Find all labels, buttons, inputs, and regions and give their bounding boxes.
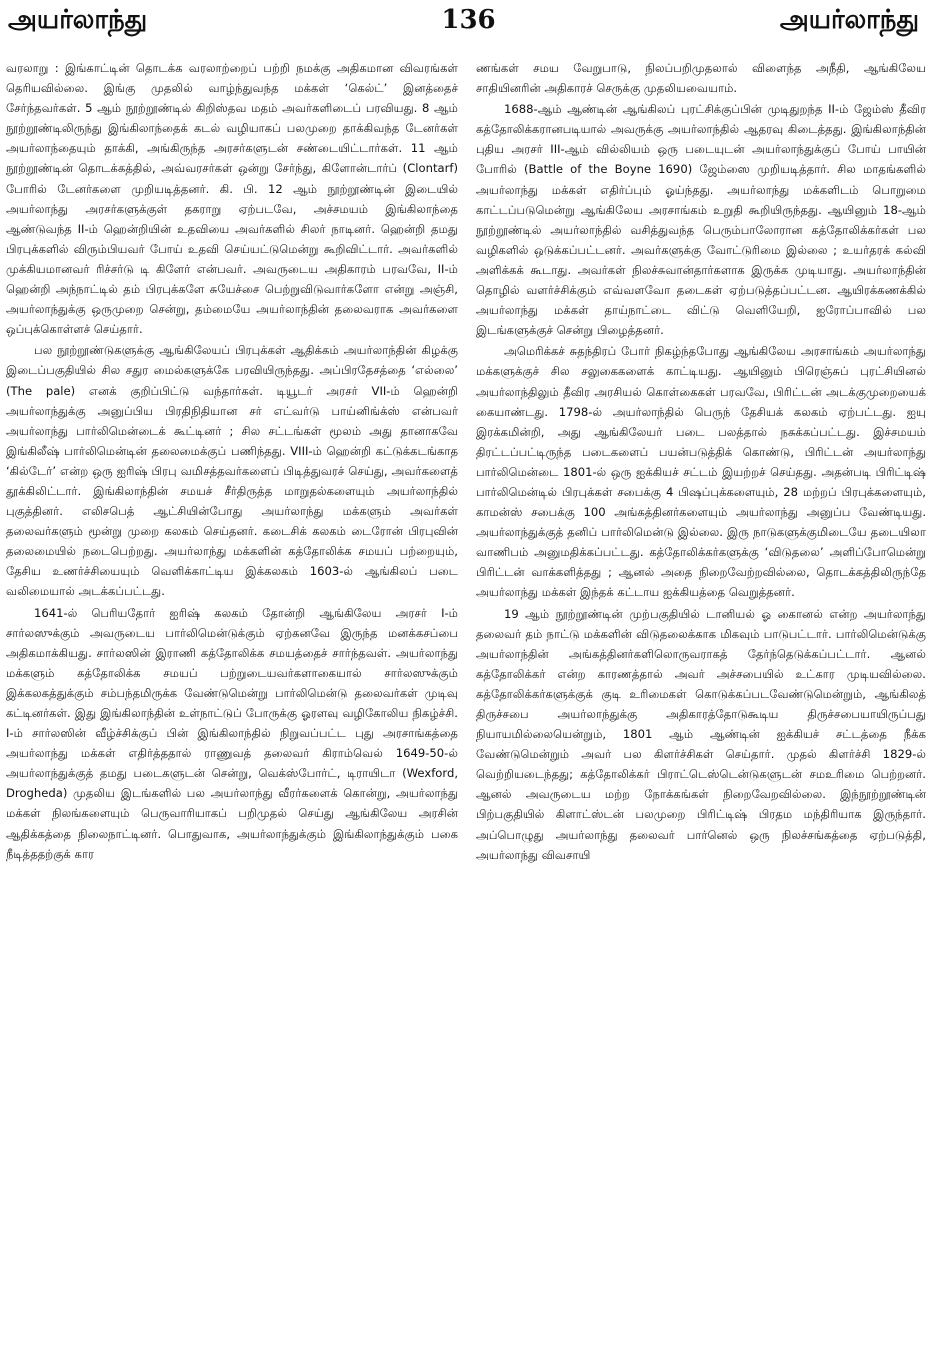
page-number: 136: [441, 5, 496, 35]
paragraph-history-intro: வரலாறு : இங்காட்டின் தொடக்க வரலாற்றைப் பற்றி நமக்கு அதிகமான விவரங்கள் தெரியவில்லை. இங்கு முதலில் வாழ்ந்துவந்த மக்கள் ‘கெல்ட்’ இனத்தைச் சேர்ந்தவர்கள். 5 ஆம் நூற்றூண்டில் கிறிஸ்தவ மதம் அவர்களிடைப் பரவியது. 8 ஆம் நூற்றூண்டிலிருந்து இங்கிலாந்தைக் கடல் வழியாகப் பலமுறை தாக்கிவந்த டேனர்கள் அயர்லாந்தையும் தாக்கி, அங்கிருந்த அரசர்களுடன் சண்டையிட்டார்கள். 11 ஆம் நூற்றூண்டின் தொடக்கத்தில், அவ்வரசர்கள் ஒன்று சேர்ந்து, கிளோன்டார்ப் (Clontarf) போரில் டேனர்களை முறியடித்தனர். கி. பி. 12 ஆம் நூற்றூண்டின் இடையில் அயர்லாந்து அரசர்களுக்குள் தகராறு ஏற்படவே, அச்சமயம் இங்கிலாந்தை ஆண்டுவந்த II-ம் ஹென்றியின் உதவியை அவர்களில் சிலர் நாடினர். ஹென்றி தமது பிரபுக்களில் விரும்பியவர் போய் உதவி செய்யட்டுமென்று கூறிவிட்டார். அவர்களில் முக்கியமானவர் ரிச்சர்டு டி கிளேர் என்பவர். அவருடைய அதிகாரம் பரவவே, II-ம் ஹென்றி அந்நாட்டில் தம் பிரபுக்களே சுயேச்சை பெற்றுவிடுவார்களோ என்று அஞ்சி, அயர்லாந்துக்கு ஒருமுறை சென்று, தம்மையே அயர்லாந்தின் தலைவராக அவர்களை ஒப்புக்கொள்ளச் செய்தார்.: [6, 61, 458, 337]
running-head-right: அயர்லாந்து: [779, 5, 919, 35]
paragraph-1688-revolution: 1688-ஆம் ஆண்டின் ஆங்கிலப் புரட்சிக்குப்பின் முடிதுறந்த II-ம் ஜேம்ஸ் தீவிர கத்தோலிக்கரானபடியால் அவருக்கு அயர்லாந்தில் ஆதரவு கிடைத்தது. இங்கிலாந்தின் புதிய அரசர் III-ஆம் வில்லியம் ஒரு படையுடன் அயர்லாந்துக்குப் போய் பாயின் போரில் (Battle of the Boyne 1690) ஜேம்ஸை முறியடித்தார். சில மாதங்களில் அயர்லாந்து மக்கள் எதிர்ப்பும் ஓய்ந்தது. அயர்லாந்து மக்களிடம் பொறுமை காட்டப்படுமென்று ஆங்கிலேய அரசாங்கம் உறுதி கூறியிருந்தது. ஆயினும் 18-ஆம் நூற்றூண்டில் அயர்லாந்தில் வசித்துவந்த பெரும்பாலோரான கத்தோலிக்கர்கள் பல வழிகளில் ஒடுக்கப்பட்டனர். அவர்களுக்கு வோட்டுரிமை இல்லை ; உயர்தரக் கல்வி அளிக்கக் கூடாது. அவர்கள் நிலச்சுவான்தார்களாக இருக்க முடியாது. அயர்லாந்தின் தொழில் வளர்ச்சிக்கும் எவ்வளவோ தடைகள் ஏற்படுத்தப்பட்டன. ஆயிரக்கணக்கில் அயர்லாந்து மக்கள் தாய்நாட்டை விட்டு வெளியேறி, ஐரோப்பாவில் பல இடங்களுக்குச் சென்று பிழைத்தனர்.: [476, 102, 926, 338]
paragraph-19th-century: 19 ஆம் நூற்றூண்டின் முற்பகுதியில் டானியல் ஓ காைனல் என்ற அயர்லாந்து தலைவர் தம் நாட்டு மக்களின் விடுதலைக்காக மிகவும் பாடுபட்டார். பார்லிமென்டுக்கு அயர்லாந்தின் அங்கத்தினர்களிலொருவராகத் தேர்ந்தெடுக்கப்பட்டார். ஆனல் கத்தோலிக்கர் என்ற காரணத்தால் அவர் அச்சபையில் உட்கார முடியவில்லை. கத்தோலிக்கர்களுக்குக் குடி உரிமைகள் கொடுக்கப்படவேண்டுமென்றும், ஆங்கிலத் திருச்சபை அயர்லாந்துக்கு அதிகாரத்தோடுகூடிய திருச்சபையாயிருப்பது நியாயமில்லையென்றும், 1801 ஆம் ஆண்டின் ஐக்கியச் சட்டத்தை நீக்க வேண்டுமென்றும் அவர் பல கிளர்ச்சிகள் செய்தார். முதல் கிளர்ச்சி 1829-ல் வெற்றியடைந்தது; கத்தோலிக்கர் பிராட்டெஸ்டென்டுகளுடன் சமஉரிமை பெற்றனர். ஆனல் அவருடைய மற்ற நோக்கங்கள் நிறைவேறவில்லை. இந்நூற்றூண்டின் பிற்பகுதியில் கிளாட்ஸ்டன் பலமுறை பிரிட்டிஷ் பிரதம மந்திரியாக இருந்தார். அப்பொழுது அயர்லாந்து தலைவர் பார்னெல் ஒரு நிலச்சங்கத்தை ஏற்படுத்தி, அயர்லாந்து விவசாயி: [476, 606, 926, 862]
paragraph-1641-revolt: 1641-ல் பெரியதோர் ஐரிஷ் கலகம் தோன்றி ஆங்கிலேய அரசர் I-ம் சார்லஸுக்கும் அவருடைய பார்லிமென்டுக்கும் ஏற்கனவே இருந்த மனக்கசப்பை அதிகமாக்கியது. சார்லஸின் இராணி கத்தோலிக்க சமயத்தைச் சார்ந்தவள். அயர்லாந்து மக்களும் கத்தோலிக்க சமயப் பற்றுடையவர்களாகையால் சார்லஸுக்கும் இக்கலகத்துக்கும் சம்பந்தமிருக்க வேண்டுமென்று பார்லிமென்டு தலைவர்கள் முடிவு கட்டினர்கள். இது இங்கிலாந்தின் உள்நாட்டுப் போருக்கு ஓரளவு வழிகோலிய நிகழ்ச்சி. I-ம் சார்லஸின் வீழ்ச்சிக்குப் பின் இங்கிலாந்தில் நிறுவப்பட்ட புது அரசாங்கத்தை அயர்லாந்து மக்கள் எதிர்த்ததால் ராணுவத் தலைவர் கிராம்வெல் 1649-50-ல் அயர்லாந்துக்குத் தமது படைகளுடன் சென்று, வெக்ஸ்போர்ட், டிராயிடா (Wexford, Drogheda) முதலிய இடங்களில் பல அயர்லாந்து வீரர்களைக் கொன்று, அயர்லாந்து மக்கள் நிலங்களையும் பெருவாரியாகப் பறிமுதல் செய்து ஆங்கிலேய அரசின் ஆதிக்கத்தை நிலைநாட்டினர். பொதுவாக, அயர்லாந்துக்கும் இங்கிலாந்துக்கும் பகை நீடித்ததற்குக் கார: [6, 605, 458, 861]
paragraph-continuation: ணங்கள் சமய வேறுபாடு, நிலப்பறிமுதலால் விளைந்த அநீதி, ஆங்கிலேய சாதியினரின் அதிகாரச் செருக்கு முதலியவையாம்.: [476, 61, 926, 96]
paragraph-english-lords: பல நூற்றூண்டுகளுக்கு ஆங்கிலேயப் பிரபுக்கள் ஆதிக்கம் அயர்லாந்தின் கிழக்கு இடைப்பகுதியில் சில சதுர மைல்களுக்கே பரவியிருந்தது. அப்பிரதேசத்தை ‘எல்லை’ (The pale) எனக் குறிப்பிட்டு வந்தார்கள். டியூடர் அரசர் VII-ம் ஹென்றி அயர்லாந்துக்கு அனுப்பிய பிரதிநிதியான சர் எட்வர்டு பாய்னிங்க்ஸ் என்பவர் அயர்லாந்து பார்லிமென்டைக் கூட்டினர் ; சில சட்டங்கள் மூலம் அது தானாகவே இங்கிலீஷ் பார்லிமென்டின் தலைமைக்குப் பணிந்தது. VIII-ம் ஹென்றி கட்டுக்கடங்காத ‘கில்டேர்’ என்ற ஒரு ஐரிஷ் பிரபு வமிசத்தவர்களைப் பிடித்துவரச் செய்து, அவர்களைத் தூக்கிலிட்டார். இங்கிலாந்தின் சமயச் சீர்திருத்த மாறுதல்களையும் அயர்லாந்தில் புகுத்தினர். எலிசபெத் ஆட்சியின்போது அயர்லாந்து மக்களும் அவர்கள் தலைவர்களும் மூன்று முறை கலகம் செய்தனர். கடைசிக் கலகம் டைரோன் பிரபுவின் தலைமையில் நடைபெற்றது. அயர்லாந்து மக்களின் கத்தோலிக்க சமயப் பற்றையும், தேசிய உணர்ச்சியையும் வெளிக்காட்டிய இக்கலகம் 1603-ல் ஆங்கிலப் படை வலிமையால் அடக்கப்பட்டது.: [6, 343, 458, 599]
left-column: [6, 58, 458, 865]
page-header: [0, 0, 937, 40]
running-head-left: அயர்லாந்து: [8, 5, 148, 35]
right-column: [476, 58, 926, 866]
paragraph-american-war: அமெரிக்கச் சுதந்திரப் போர் நிகழ்ந்தபோது ஆங்கிலேய அரசாங்கம் அயர்லாந்து மக்களுக்குச் சில சலுகைகளைக் காட்டியது. ஆயினும் பிரெஞ்சுப் புரட்சியினல் அயர்லாந்திலும் தீவிர அரசியல் கொள்கைகள் பரவவே, பிரிட்டன் அடக்குமுறையைக் கையாண்டது. 1798-ல் அயர்லாந்தில் பெருந் தேசியக் கலகம் ஏற்பட்டது. ஐயு இரக்கமின்றி, அது ஆங்கிலேயர் படை பலத்தால் நசுக்கப்பட்டது. இச்சமயம் திரட்டப்பட்டிருந்த படைகளைப் பயன்படுத்திக் கொண்டு, பிரிட்டன் அயர்லாந்து பார்லிமென்டை 1801-ல் ஒரு ஐக்கியச் சட்டம் இயற்றச் செய்தது. அதன்படி பிரிட்டிஷ் பார்லிமென்டில் பிரபுக்கள் சபைக்கு 4 பிஷப்புக்களையும், 28 மற்றப் பிரபுக்களையும், காமன்ஸ் சபைக்கு 100 அங்கத்தினர்களையும் அயர்லாந்து அனுப்ப வேண்டியது. அயர்லாந்துக்குத் தனிப் பார்லிமென்டு இல்லை. இரு நாடுகளுக்குமிடையே தடையிலா வாணிபம் அனுமதிக்கப்பட்டது. கத்தோலிக்கர்களுக்கு ‘விடுதலை’ அளிப்போமென்று பிரிட்டன் வாக்களித்தது ; ஆனல் அதை நிறைவேற்றவில்லை, தொடக்கத்திலிருந்தே அயர்லாந்து மக்கள் இந்தக் கட்டாய ஐக்கியத்தை வெறுத்தனர்.: [476, 344, 926, 600]
